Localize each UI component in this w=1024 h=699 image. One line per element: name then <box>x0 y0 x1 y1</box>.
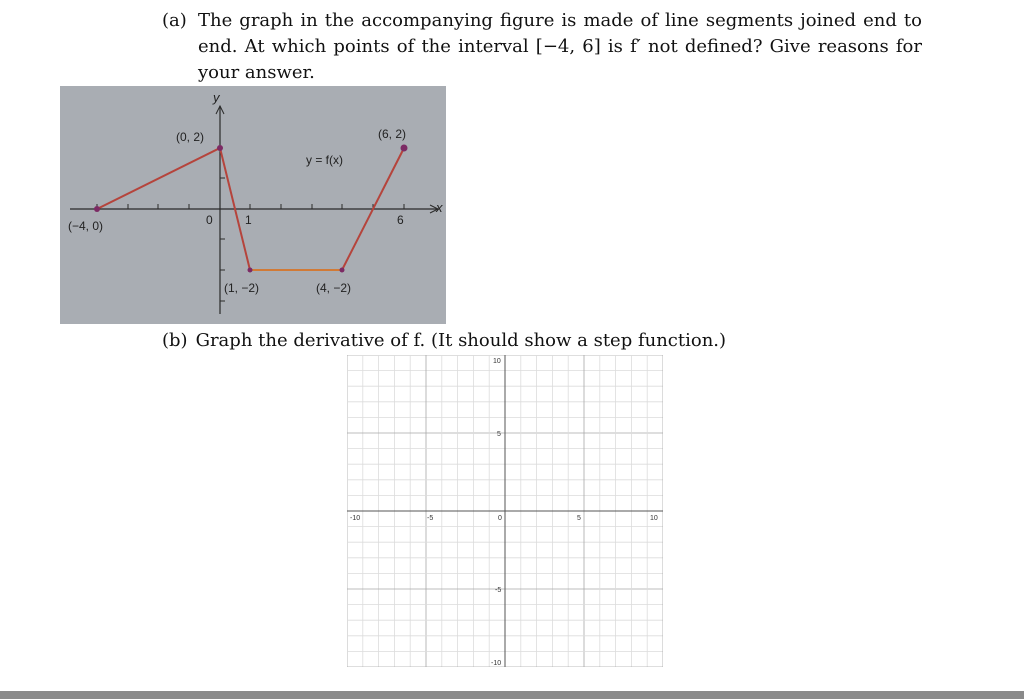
function-graph-photo <box>60 86 446 324</box>
question-a-label: (a) <box>162 10 187 31</box>
grid-tick-label: -5 <box>495 587 502 594</box>
point-dot <box>94 206 100 212</box>
grid-tick-label: -10 <box>350 515 361 522</box>
point-label: (−4, 0) <box>68 219 104 233</box>
curve-label: y = f(x) <box>306 153 344 167</box>
grid-tick-label: 10 <box>650 515 658 522</box>
question-a-text: The graph in the accompanying figure is made of line segments joined end to end. At which points of the interval [−4, 6] is f′ not defined? Give reasons for your answer. <box>198 10 922 83</box>
question-b <box>162 328 726 354</box>
bottom-bar <box>0 691 1024 699</box>
tick-label: 1 <box>245 213 252 227</box>
grid-tick-label: -10 <box>491 660 502 667</box>
point-label: (1, −2) <box>224 281 260 295</box>
grid-tick-label: 10 <box>493 358 501 365</box>
blank-coordinate-grid[interactable] <box>347 355 663 667</box>
question-b-label: (b) <box>162 330 188 351</box>
question-b-text: Graph the derivative of f. (It should show a step function.) <box>195 330 727 351</box>
point-label: (4, −2) <box>316 281 352 295</box>
question-a <box>162 8 922 86</box>
tick-label: 6 <box>397 213 404 227</box>
axis-label-x: x <box>436 200 443 215</box>
point-dot <box>340 268 345 273</box>
point-dot <box>217 145 223 151</box>
tick-label: 0 <box>206 213 213 227</box>
point-label: (0, 2) <box>176 130 205 144</box>
grid-tick-label: 5 <box>497 431 501 438</box>
point-label: (6, 2) <box>378 127 407 141</box>
point-dot <box>401 145 408 152</box>
grid-tick-label: 5 <box>577 515 581 522</box>
axis-label-y: y <box>213 90 220 105</box>
grid-tick-label: -5 <box>427 515 434 522</box>
point-dot <box>248 268 253 273</box>
grid-tick-label: 0 <box>498 515 502 522</box>
